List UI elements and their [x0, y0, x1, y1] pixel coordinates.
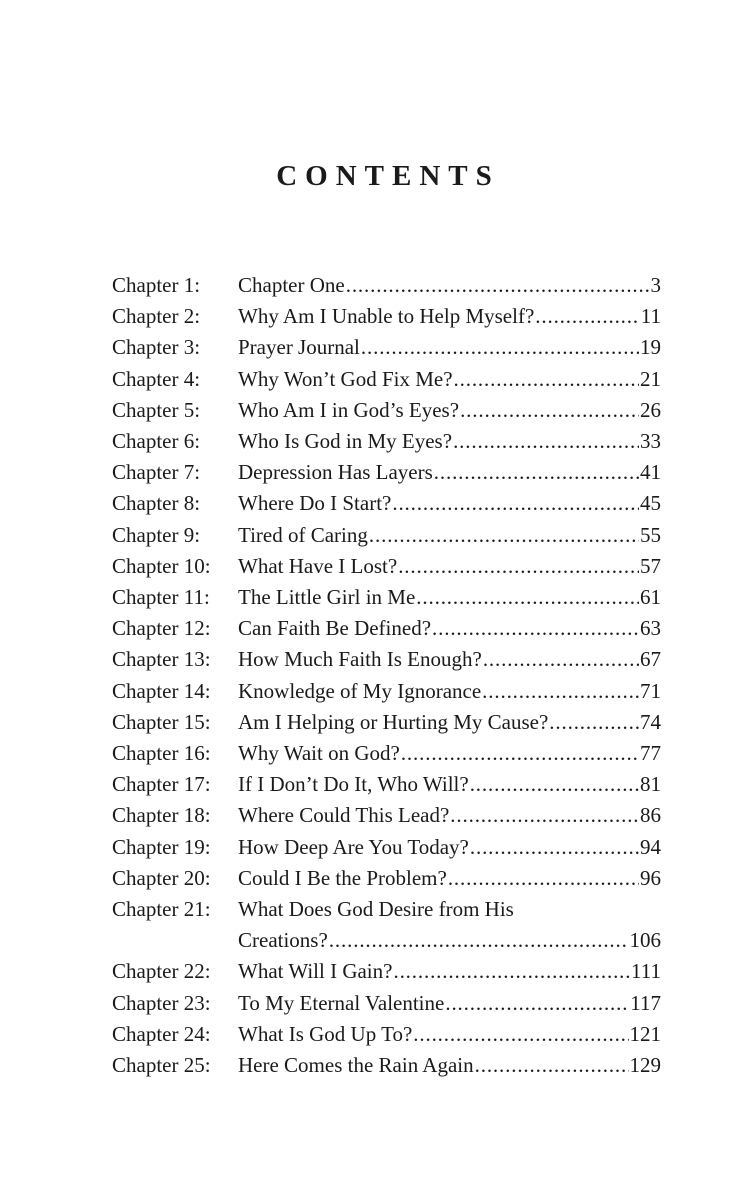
chapter-entry-body	[238, 520, 661, 551]
dot-leader	[416, 582, 639, 613]
chapter-title: Can Faith Be Defined?	[238, 616, 432, 641]
chapter-entry-line	[238, 707, 661, 738]
chapter-entry-body	[238, 644, 661, 675]
toc-entry[interactable]	[112, 364, 661, 395]
chapter-number-label: Chapter 10:	[112, 553, 211, 578]
toc-entry[interactable]	[112, 1050, 661, 1081]
dot-leader	[535, 301, 639, 332]
chapter-entry-line	[238, 457, 661, 488]
chapter-title: To My Eternal Valentine	[238, 990, 445, 1015]
chapter-entry-body	[238, 956, 661, 987]
chapter-number-label: Chapter 12:	[112, 616, 211, 641]
chapter-entry-body	[238, 894, 661, 956]
chapter-entry-body	[238, 457, 661, 488]
chapter-title-line: What Does God Desire from His	[238, 897, 514, 922]
chapter-title: Who Is God in My Eyes?	[238, 429, 453, 454]
toc-entry[interactable]	[112, 332, 661, 363]
dot-leader	[392, 488, 639, 519]
chapter-entry-body	[238, 738, 661, 769]
chapter-title: If I Don’t Do It, Who Will?	[238, 772, 469, 797]
chapter-title: Why Am I Unable to Help Myself?	[238, 304, 535, 329]
dot-leader	[450, 800, 639, 831]
dot-leader	[470, 832, 639, 863]
chapter-number-label: Chapter 15:	[112, 709, 211, 734]
chapter-entry-line	[238, 832, 661, 863]
chapter-number-label: Chapter 4:	[112, 366, 201, 391]
toc-entry[interactable]	[112, 707, 661, 738]
page-number: 74	[640, 709, 661, 734]
toc-entry[interactable]	[112, 769, 661, 800]
chapter-number-label: Chapter 19:	[112, 834, 211, 859]
chapter-number-label: Chapter 23:	[112, 990, 211, 1015]
page-number: 61	[640, 585, 661, 610]
chapter-entry-body	[238, 332, 661, 363]
chapter-number-label: Chapter 16:	[112, 741, 211, 766]
dot-leader	[329, 925, 629, 956]
chapter-entry-line	[238, 301, 661, 332]
chapter-title: Where Could This Lead?	[238, 803, 450, 828]
page-number: 3	[650, 273, 661, 297]
chapter-entry-body	[238, 364, 661, 395]
page-number: 67	[640, 647, 661, 672]
chapter-entry-line	[238, 551, 661, 582]
chapter-number-label: Chapter 8:	[112, 491, 201, 516]
page-number: 106	[629, 928, 661, 953]
chapter-title: Chapter One	[238, 273, 345, 297]
toc-entry[interactable]	[112, 395, 661, 426]
chapter-entry-body	[238, 1019, 661, 1050]
page-number: 71	[640, 678, 661, 703]
page-number: 111	[631, 959, 661, 984]
chapter-number-label: Chapter 25:	[112, 1053, 211, 1078]
page-number: 63	[640, 616, 661, 641]
chapter-entry-line	[238, 270, 661, 301]
table-of-contents	[112, 270, 661, 1081]
toc-entry[interactable]	[112, 426, 661, 457]
dot-leader	[413, 1019, 628, 1050]
chapter-entry-body	[238, 301, 661, 332]
chapter-title: Could I Be the Problem?	[238, 865, 447, 890]
chapter-title: Am I Helping or Hurting My Cause?	[238, 709, 549, 734]
toc-entry[interactable]	[112, 1019, 661, 1050]
toc-entry[interactable]	[112, 301, 661, 332]
chapter-number-label: Chapter 9:	[112, 522, 201, 547]
dot-leader	[369, 520, 639, 551]
toc-entry[interactable]	[112, 582, 661, 613]
toc-entry[interactable]	[112, 894, 661, 956]
chapter-number-label: Chapter 3:	[112, 335, 201, 360]
chapter-entry-line	[238, 925, 661, 956]
chapter-number-label: Chapter 20:	[112, 865, 211, 890]
page-number: 21	[640, 366, 661, 391]
page-number: 26	[640, 397, 661, 422]
chapter-number-label: Chapter 21:	[112, 897, 211, 922]
chapter-entry-body	[238, 800, 661, 831]
chapter-entry-body	[238, 863, 661, 894]
chapter-number-label: Chapter 13:	[112, 647, 211, 672]
dot-leader	[453, 426, 639, 457]
chapter-entry-body	[238, 270, 661, 301]
dot-leader	[475, 1050, 629, 1081]
page-number: 57	[640, 553, 661, 578]
chapter-entry-line	[238, 364, 661, 395]
chapter-entry-body	[238, 676, 661, 707]
toc-entry[interactable]	[112, 520, 661, 551]
chapter-entry-line	[238, 1019, 661, 1050]
chapter-entry-body	[238, 1050, 661, 1081]
chapter-number-label: Chapter 24:	[112, 1021, 211, 1046]
toc-entry[interactable]	[112, 800, 661, 831]
chapter-entry-line	[238, 395, 661, 426]
chapter-entry-line	[238, 800, 661, 831]
chapter-entry-line	[238, 488, 661, 519]
chapter-number-label: Chapter 6:	[112, 429, 201, 454]
chapter-entry-body	[238, 707, 661, 738]
chapter-title: Who Am I in God’s Eyes?	[238, 397, 460, 422]
page-number: 41	[640, 460, 661, 485]
chapter-entry-line	[238, 613, 661, 644]
chapter-title: Why Wait on God?	[238, 741, 400, 766]
chapter-entry-line	[238, 863, 661, 894]
chapter-entry-line	[238, 426, 661, 457]
page-number: 96	[640, 865, 661, 890]
chapter-number-label: Chapter 5:	[112, 397, 201, 422]
page-number: 55	[640, 522, 661, 547]
chapter-number-label: Chapter 17:	[112, 772, 211, 797]
chapter-entry-body	[238, 988, 661, 1019]
page-number: 19	[640, 335, 661, 360]
toc-entry[interactable]	[112, 863, 661, 894]
chapter-entry-body	[238, 395, 661, 426]
chapter-title: What Have I Lost?	[238, 553, 398, 578]
chapter-entry-line	[238, 988, 661, 1019]
dot-leader	[346, 270, 650, 301]
page-number: 81	[640, 772, 661, 797]
page-number: 86	[640, 803, 661, 828]
toc-entry[interactable]	[112, 270, 661, 301]
toc-entry[interactable]	[112, 457, 661, 488]
chapter-entry-body	[238, 426, 661, 457]
dot-leader	[470, 769, 639, 800]
chapter-title: How Much Faith Is Enough?	[238, 647, 482, 672]
chapter-number-label: Chapter 14:	[112, 678, 211, 703]
page-number: 11	[640, 304, 661, 329]
page-number: 77	[640, 741, 661, 766]
chapter-entry-line	[238, 582, 661, 613]
dot-leader	[549, 707, 639, 738]
chapter-title: What Is God Up To?	[238, 1021, 413, 1046]
chapter-title: Where Do I Start?	[238, 491, 392, 516]
chapter-entry-line	[238, 956, 661, 987]
toc-entry[interactable]	[112, 613, 661, 644]
toc-entry[interactable]	[112, 676, 661, 707]
chapter-entry-body	[238, 769, 661, 800]
chapter-number-label: Chapter 22:	[112, 959, 211, 984]
dot-leader	[432, 613, 639, 644]
chapter-entry-line	[238, 1050, 661, 1081]
chapter-number-label: Chapter 7:	[112, 460, 201, 485]
dot-leader	[482, 676, 639, 707]
chapter-entry-body	[238, 832, 661, 863]
chapter-entry-line	[238, 769, 661, 800]
dot-leader	[398, 551, 639, 582]
chapter-entry-line	[238, 520, 661, 551]
page-number: 117	[630, 990, 661, 1015]
chapter-title: Creations?	[238, 928, 328, 953]
chapter-title: Knowledge of My Ignorance	[238, 678, 482, 703]
chapter-title: Prayer Journal	[238, 335, 360, 360]
dot-leader	[445, 988, 629, 1019]
chapter-number-label: Chapter 18:	[112, 803, 211, 828]
chapter-number-label: Chapter 1:	[112, 273, 201, 297]
chapter-entry-body	[238, 582, 661, 613]
dot-leader	[483, 644, 639, 675]
dot-leader	[401, 738, 639, 769]
dot-leader	[434, 457, 639, 488]
page-number: 129	[629, 1053, 661, 1078]
dot-leader	[448, 863, 639, 894]
page-number: 33	[640, 429, 661, 454]
chapter-entry-body	[238, 488, 661, 519]
toc-entry[interactable]	[112, 988, 661, 1019]
chapter-title: What Will I Gain?	[238, 959, 393, 984]
page-number: 121	[629, 1021, 661, 1046]
toc-entry[interactable]	[112, 956, 661, 987]
chapter-entry-body	[238, 613, 661, 644]
dot-leader	[460, 395, 639, 426]
chapter-title: How Deep Are You Today?	[238, 834, 469, 859]
chapter-title: The Little Girl in Me	[238, 585, 416, 610]
chapter-title: Why Won’t God Fix Me?	[238, 366, 453, 391]
chapter-entry-line	[238, 644, 661, 675]
chapter-title: Depression Has Layers	[238, 460, 433, 485]
toc-entry[interactable]	[112, 644, 661, 675]
toc-entry[interactable]	[112, 738, 661, 769]
chapter-entry-line	[238, 332, 661, 363]
chapter-entry-line	[238, 738, 661, 769]
toc-entry[interactable]	[112, 832, 661, 863]
chapter-entry-body	[238, 551, 661, 582]
chapter-entry-line	[238, 676, 661, 707]
dot-leader	[454, 364, 639, 395]
page-number: 94	[640, 834, 661, 859]
chapter-title: Here Comes the Rain Again	[238, 1053, 474, 1078]
toc-entry[interactable]	[112, 551, 661, 582]
chapter-number-label: Chapter 11:	[112, 585, 210, 610]
page-number: 45	[640, 491, 661, 516]
chapter-title: Tired of Caring	[238, 522, 368, 547]
dot-leader	[361, 332, 639, 363]
dot-leader	[393, 956, 630, 987]
chapter-number-label: Chapter 2:	[112, 304, 201, 329]
page-title: CONTENTS	[276, 160, 500, 192]
toc-entry[interactable]	[112, 488, 661, 519]
